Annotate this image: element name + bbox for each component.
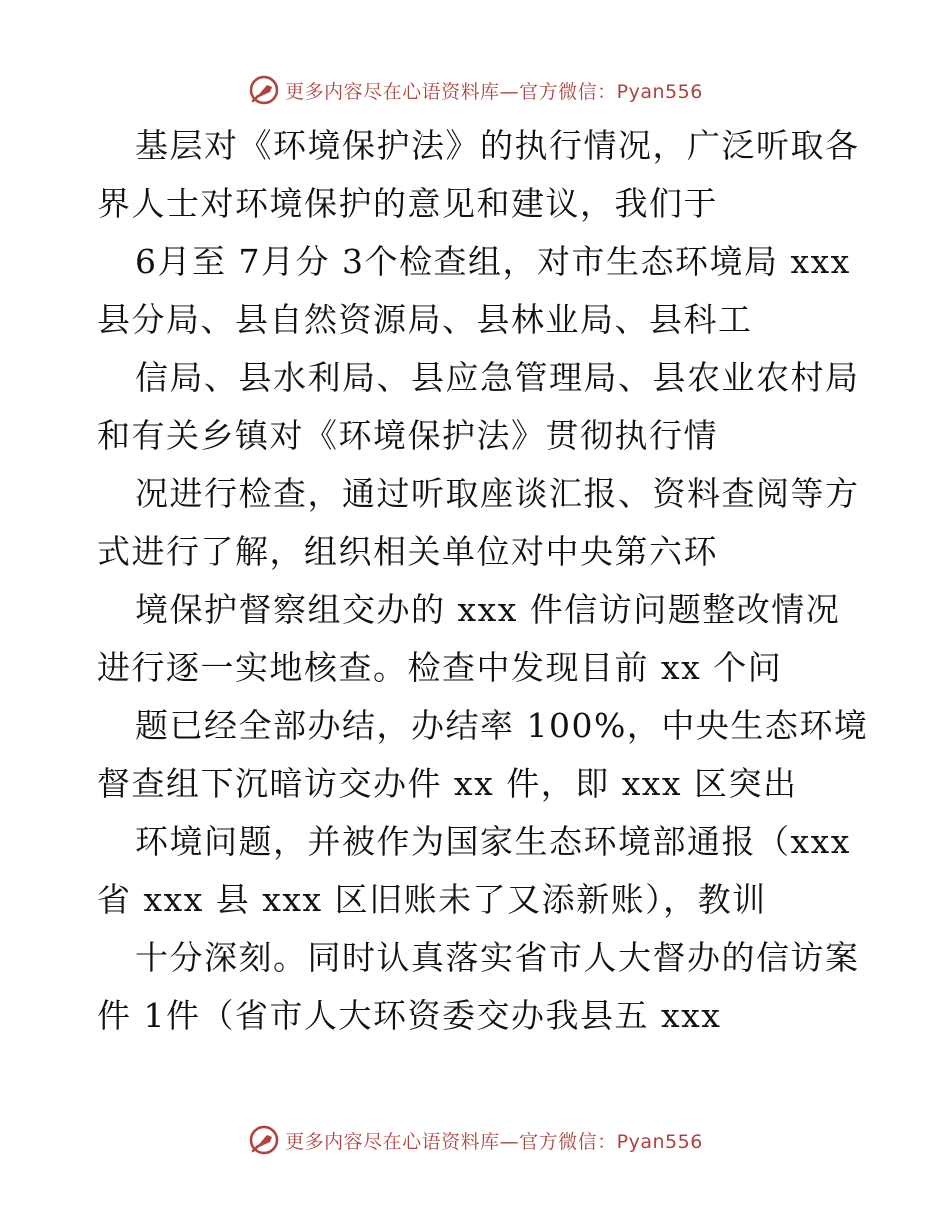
- text-line-6: 和有关乡镇对《环境保护法》贯彻执行情: [97, 416, 718, 455]
- header-watermark-text: 更多内容尽在心语资料库—官方微信：Pyan556: [285, 80, 703, 103]
- header-watermark-banner: [0, 70, 950, 110]
- text-line-2: 界人士对环境保护的意见和建议，我们于: [97, 184, 718, 223]
- text-line-8: 式进行了解，组织相关单位对中央第六环: [97, 532, 718, 571]
- text-line-7: 况进行检查，通过听取座谈汇报、资料查阅等方: [135, 474, 860, 513]
- text-line-13: 环境问题，并被作为国家生态环境部通报（xxx: [135, 822, 851, 861]
- pen-nib-circle-icon: [247, 1123, 281, 1157]
- text-line-3: 6月至 7月分 3个检查组，对市生态环境局 xxx: [135, 242, 851, 281]
- text-line-15: 十分深刻。同时认真落实省市人大督办的信访案: [135, 938, 860, 977]
- text-line-10: 进行逐一实地核查。检查中发现目前 xx 个问: [97, 648, 783, 687]
- text-line-4: 县分局、县自然资源局、县林业局、县科工: [97, 300, 753, 339]
- text-line-9: 境保护督察组交办的 xxx 件信访问题整改情况: [135, 590, 841, 629]
- pen-nib-circle-icon: [247, 73, 281, 107]
- text-line-12: 督查组下沉暗访交办件 xx 件，即 xxx 区突出: [97, 764, 798, 803]
- footer-watermark-banner: [0, 1120, 950, 1160]
- text-line-16: 件 1件（省市人大环资委交办我县五 xxx: [97, 996, 722, 1035]
- text-line-11: 题已经全部办结，办结率 100%，中央生态环境: [135, 706, 869, 745]
- footer-watermark-text: 更多内容尽在心语资料库—官方微信：Pyan556: [285, 1130, 703, 1153]
- text-line-14: 省 xxx 县 xxx 区旧账未了又添新账），教训: [97, 880, 767, 919]
- text-line-1: 基层对《环境保护法》的执行情况，广泛听取各: [135, 126, 860, 165]
- text-line-5: 信局、县水利局、县应急管理局、县农业农村局: [135, 358, 860, 397]
